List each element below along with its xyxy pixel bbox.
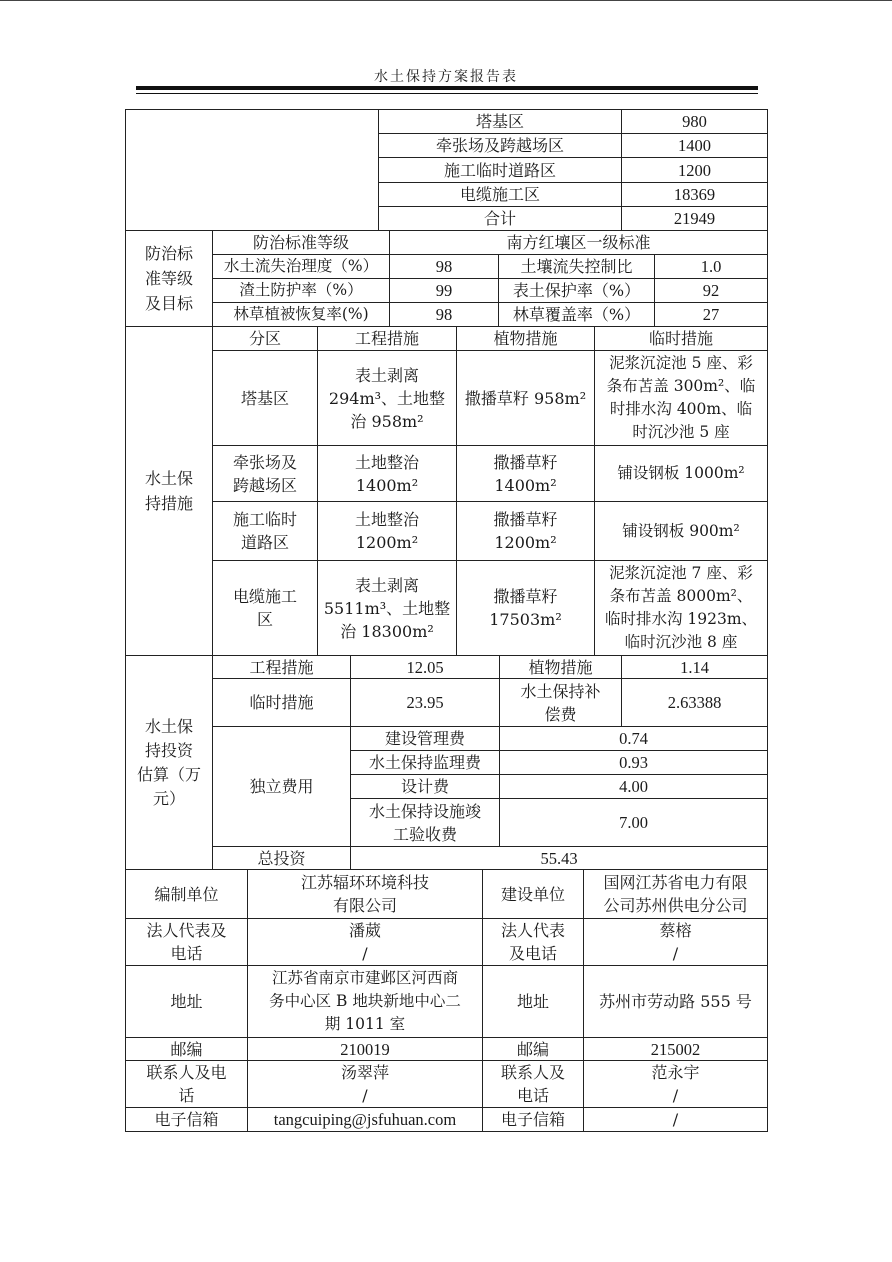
standard-metric-label: 水土流失治理度（%） xyxy=(212,254,390,279)
area-zone-value: 1200 xyxy=(621,157,768,183)
compiler-address-value: 江苏省南京市建邺区河西商 务中心区 B 地块新地中心二 期 1011 室 xyxy=(247,965,483,1038)
page-header-title: 水土保持方案报告表 xyxy=(374,69,518,85)
standard-metric-value: 27 xyxy=(654,302,768,327)
builder-address-label: 地址 xyxy=(482,965,584,1038)
compiler-address-label: 地址 xyxy=(125,965,248,1038)
measures-temporary: 泥浆沉淀池 7 座、彩 条布苫盖 8000m²、 临时排水沟 1923m、 临时沉沙池 8 座 xyxy=(594,560,768,656)
investment-independent-item: 设计费 xyxy=(350,774,500,799)
investment-temporary-value: 23.95 xyxy=(350,678,500,727)
standard-metric-value: 99 xyxy=(389,278,499,303)
builder-legal-rep-value: 蔡榕 / xyxy=(583,918,768,966)
compiler-email-label: 电子信箱 xyxy=(125,1107,248,1132)
compiler-zip-value: 210019 xyxy=(247,1037,483,1061)
investment-total-value: 55.43 xyxy=(350,846,768,870)
measures-plant: 撒播草籽 1400m² xyxy=(456,445,595,502)
builder-value: 国网江苏省电力有限 公司苏州供电分公司 xyxy=(583,869,768,919)
standard-section-label: 防治标 准等级 及目标 xyxy=(125,230,213,327)
investment-independent-value: 7.00 xyxy=(499,798,768,847)
standard-metric-label: 林草覆盖率（%） xyxy=(498,302,655,327)
compiler-contact-label: 联系人及电 话 xyxy=(125,1060,248,1108)
measures-plant: 撒播草籽 17503m² xyxy=(456,560,595,656)
investment-independent-item: 水土保持监理费 xyxy=(350,750,500,775)
area-zone-name: 塔基区 xyxy=(378,109,622,134)
builder-zip-label: 邮编 xyxy=(482,1037,584,1061)
area-zone-value: 18369 xyxy=(621,182,768,207)
area-total-value: 21949 xyxy=(621,206,768,231)
standard-metric-label: 渣土防护率（%） xyxy=(212,278,390,303)
measures-engineering: 土地整治 1200m² xyxy=(317,501,457,561)
standard-metric-value: 92 xyxy=(654,278,768,303)
measures-header-temporary: 临时措施 xyxy=(594,326,768,351)
measures-zone: 电缆施工 区 xyxy=(212,560,318,656)
builder-label: 建设单位 xyxy=(482,869,584,919)
measures-temporary: 铺设钢板 1000m² xyxy=(594,445,768,502)
measures-section-label: 水土保 持措施 xyxy=(125,326,213,656)
measures-header-plant: 植物措施 xyxy=(456,326,595,351)
area-zone-name: 电缆施工区 xyxy=(378,182,622,207)
standard-metric-value: 98 xyxy=(389,302,499,327)
standard-metric-label: 土壤流失控制比 xyxy=(498,254,655,279)
builder-email-label: 电子信箱 xyxy=(482,1107,584,1132)
investment-engineering-label: 工程措施 xyxy=(212,655,351,679)
investment-plant-label: 植物措施 xyxy=(499,655,622,679)
investment-independent-item: 水土保持设施竣 工验收费 xyxy=(350,798,500,847)
area-zone-name: 施工临时道路区 xyxy=(378,157,622,183)
compiler-contact-value: 汤翠萍 / xyxy=(247,1060,483,1108)
investment-independent-value: 0.93 xyxy=(499,750,768,775)
page-top-border xyxy=(0,0,892,1)
measures-temporary: 泥浆沉淀池 5 座、彩 条布苫盖 300m²、临 时排水沟 400m、临 时沉沙池 5 座 xyxy=(594,350,768,446)
compiler-value: 江苏辐环环境科技 有限公司 xyxy=(247,869,483,919)
area-zone-value: 980 xyxy=(621,109,768,134)
builder-email-value: / xyxy=(583,1107,768,1132)
measures-temporary: 铺设钢板 900m² xyxy=(594,501,768,561)
builder-zip-value: 215002 xyxy=(583,1037,768,1061)
investment-compensation-label: 水土保持补 偿费 xyxy=(499,678,622,727)
standard-level-value: 南方红壤区一级标准 xyxy=(389,230,768,255)
measures-engineering: 土地整治 1400m² xyxy=(317,445,457,502)
measures-engineering: 表土剥离 5511m³、土地整 治 18300m² xyxy=(317,560,457,656)
investment-total-label: 总投资 xyxy=(212,846,351,870)
measures-header-zone: 分区 xyxy=(212,326,318,351)
compiler-label: 编制单位 xyxy=(125,869,248,919)
header-thin-rule xyxy=(136,93,758,94)
standard-metric-value: 1.0 xyxy=(654,254,768,279)
standard-metric-label: 表土保护率（%） xyxy=(498,278,655,303)
standard-level-label: 防治标准等级 xyxy=(212,230,390,255)
standard-metric-label: 林草植被恢复率(%) xyxy=(212,302,390,327)
investment-temporary-label: 临时措施 xyxy=(212,678,351,727)
area-total-label: 合计 xyxy=(378,206,622,231)
area-blank-cell xyxy=(125,109,379,231)
measures-plant: 撒播草籽 1200m² xyxy=(456,501,595,561)
investment-compensation-value: 2.63388 xyxy=(621,678,768,727)
builder-contact-label: 联系人及 电话 xyxy=(482,1060,584,1108)
standard-metric-value: 98 xyxy=(389,254,499,279)
investment-independent-value: 0.74 xyxy=(499,726,768,751)
measures-zone: 施工临时 道路区 xyxy=(212,501,318,561)
measures-zone: 牵张场及 跨越场区 xyxy=(212,445,318,502)
compiler-legal-rep-value: 潘葳 / xyxy=(247,918,483,966)
compiler-legal-rep-label: 法人代表及 电话 xyxy=(125,918,248,966)
investment-independent-value: 4.00 xyxy=(499,774,768,799)
area-zone-name: 牵张场及跨越场区 xyxy=(378,133,622,158)
area-zone-value: 1400 xyxy=(621,133,768,158)
compiler-email-value: tangcuiping@jsfuhuan.com xyxy=(247,1107,483,1132)
measures-plant: 撒播草籽 958m² xyxy=(456,350,595,446)
compiler-zip-label: 邮编 xyxy=(125,1037,248,1061)
measures-zone: 塔基区 xyxy=(212,350,318,446)
investment-engineering-value: 12.05 xyxy=(350,655,500,679)
measures-header-engineering: 工程措施 xyxy=(317,326,457,351)
investment-independent-label: 独立费用 xyxy=(212,726,351,847)
header-thick-rule xyxy=(136,86,758,90)
builder-address-value: 苏州市劳动路 555 号 xyxy=(583,965,768,1038)
measures-engineering: 表土剥离 294m³、土地整 治 958m² xyxy=(317,350,457,446)
investment-independent-item: 建设管理费 xyxy=(350,726,500,751)
investment-plant-value: 1.14 xyxy=(621,655,768,679)
builder-contact-value: 范永宇 / xyxy=(583,1060,768,1108)
builder-legal-rep-label: 法人代表 及电话 xyxy=(482,918,584,966)
investment-section-label: 水土保 持投资 估算（万 元） xyxy=(125,655,213,870)
